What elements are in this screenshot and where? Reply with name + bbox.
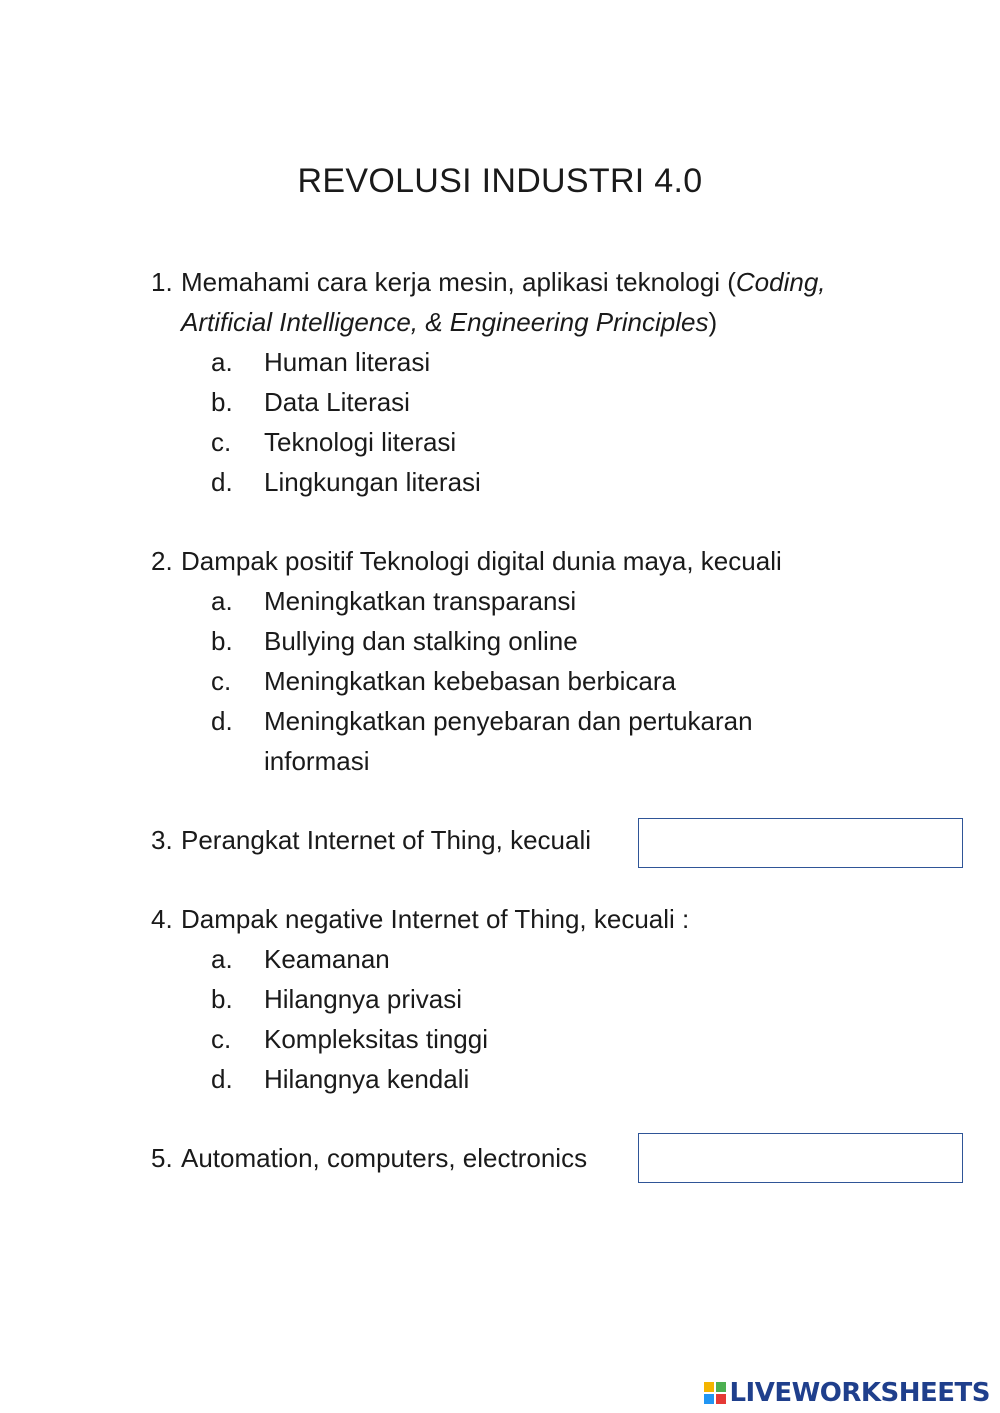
question-number: 2. <box>151 546 173 576</box>
question-text: Perangkat Internet of Thing, kecuali <box>181 825 591 855</box>
question-number: 1. <box>151 267 173 297</box>
question-text: Dampak negative Internet of Thing, kecuali : <box>181 904 690 934</box>
question-5 <box>151 1138 588 1178</box>
answer-input-3[interactable] <box>638 818 963 868</box>
question-text: Memahami cara kerja mesin, aplikasi teknologi (Coding, Artificial Intelligence, & Engineering Principles) <box>181 267 826 337</box>
question-number: 3. <box>151 825 173 855</box>
question-text: Dampak positif Teknologi digital dunia maya, kecuali <box>181 546 782 576</box>
question-text: Automation, computers, electronics <box>181 1143 588 1173</box>
question-4 <box>151 899 690 939</box>
question-3 <box>151 820 591 860</box>
worksheet-title: REVOLUSI INDUSTRI 4.0 <box>297 162 703 200</box>
logo-blocks-icon <box>704 1382 726 1404</box>
answer-input-5[interactable] <box>638 1133 963 1183</box>
liveworksheets-logo <box>704 1376 990 1410</box>
logo-text: LIVEWORKSHEETS <box>729 1378 990 1408</box>
question-number: 5. <box>151 1143 173 1173</box>
question-2 <box>151 541 782 581</box>
question-number: 4. <box>151 904 173 934</box>
question-1 <box>151 262 826 337</box>
